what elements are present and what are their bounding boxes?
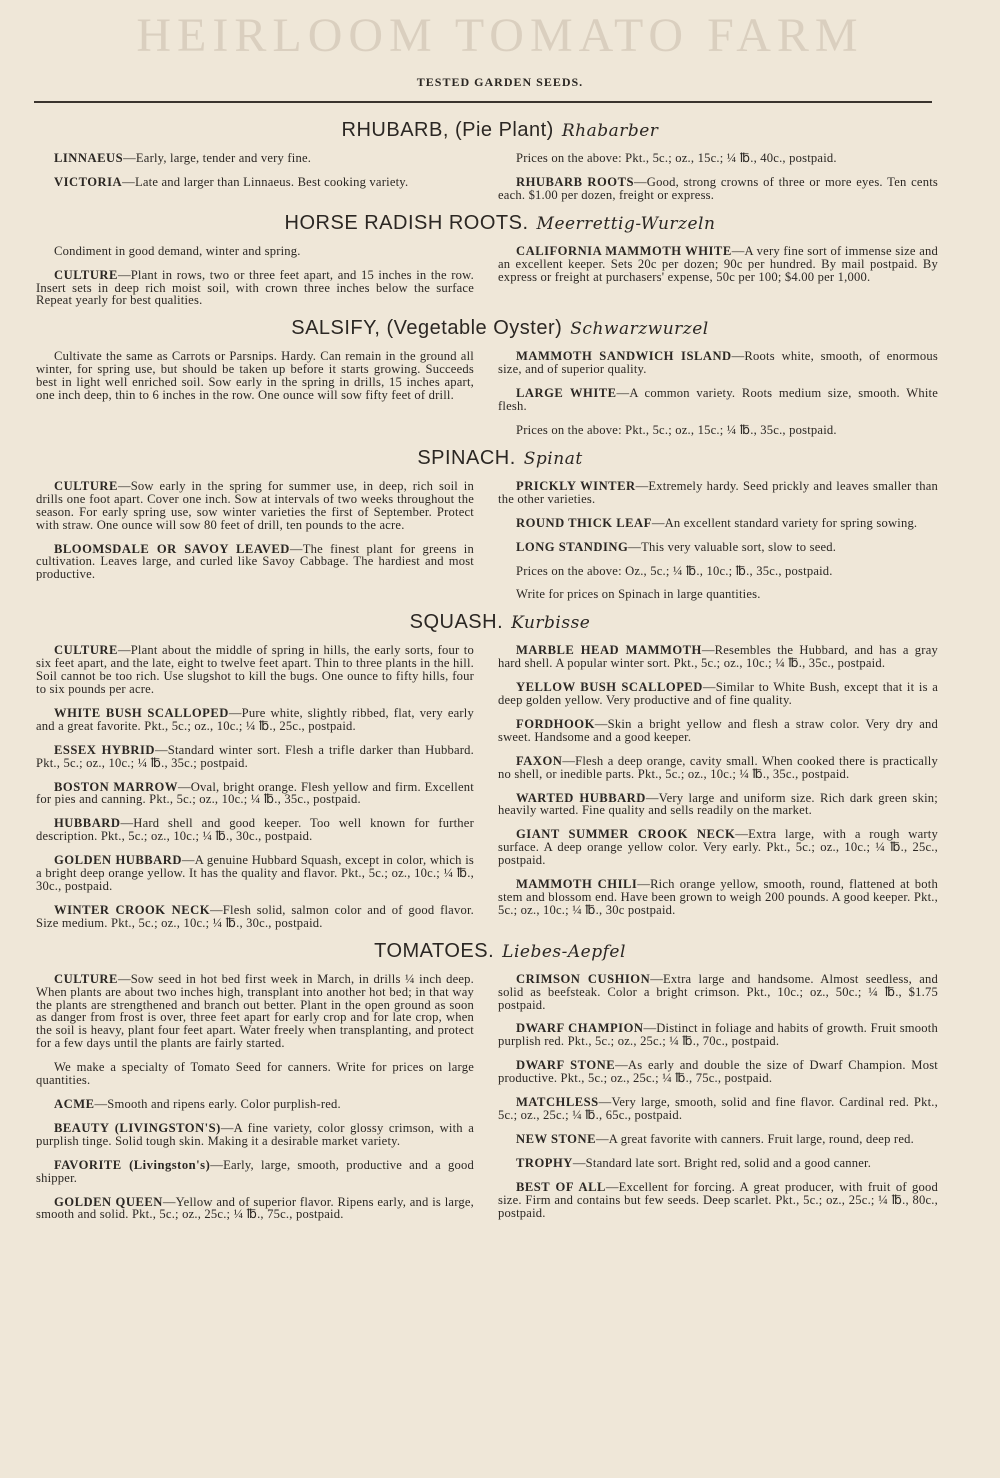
variety-name: NEW STONE xyxy=(516,1131,596,1146)
page-content xyxy=(0,103,1000,1261)
section-heading-squash xyxy=(0,609,1000,636)
variety-name: GOLDEN HUBBARD xyxy=(54,853,182,868)
variety-name: LARGE WHITE xyxy=(516,386,617,401)
section-squash xyxy=(0,609,1000,929)
entry-text: —Similar to White Bush, except that it is a deep golden yellow. Very productive and of fine quality. xyxy=(498,680,938,708)
entry-spinach-right xyxy=(498,517,938,530)
entry-text: —Standard late sort. Bright red, solid and a good canner. xyxy=(572,1155,872,1170)
entry-salsify-right xyxy=(498,424,938,437)
entry-horseradish-left xyxy=(36,245,474,258)
entry-text: Prices on the above: Pkt., 5c.; oz., 15c.; ¼ ℔., 40c., postpaid. xyxy=(516,151,837,165)
salsify-columns xyxy=(0,350,1000,437)
entry-text: —Early, large, smooth, productive and a good shipper. xyxy=(36,1157,474,1185)
tomatoes-title: TOMATOES. xyxy=(374,939,495,962)
spinach-right-column xyxy=(498,480,938,601)
entry-squash-right xyxy=(498,681,938,707)
entry-text: —The finest plant for greens in cultivation. Leaves large, and curled like Savoy Cabbage. The hardiest and most productive. xyxy=(36,541,475,582)
variety-name: CALIFORNIA MAMMOTH WHITE xyxy=(516,243,732,258)
entry-text: —An excellent standard variety for spring sowing. xyxy=(651,515,918,530)
tomatoes-german-title: Liebes-Aepfel xyxy=(502,941,626,962)
variety-name: VICTORIA xyxy=(54,174,123,189)
entry-text: —Yellow and of superior flavor. Ripens early, and is large, smooth and solid. Pkt., 5c.; oz., 25c.; ¼ ℔., 75c., postpaid. xyxy=(36,1194,475,1222)
variety-name: MATCHLESS xyxy=(516,1095,599,1110)
entry-text: —Flesh solid, salmon color and of good flavor. Size medium. Pkt., 5c.; oz., 10c.; ¼ ℔., 30c., postpaid. xyxy=(36,902,475,930)
section-spinach xyxy=(0,445,1000,601)
entry-squash-right xyxy=(498,828,938,867)
variety-name: LONG STANDING xyxy=(516,539,629,554)
section-tomatoes xyxy=(0,938,1000,1222)
entry-tomatoes-left xyxy=(36,973,474,1050)
spinach-german-title: Spinat xyxy=(523,448,583,469)
rhubarb-right-column xyxy=(498,152,938,202)
salsify-title: SALSIFY, (Vegetable Oyster) xyxy=(291,317,563,340)
entry-rhubarb-left xyxy=(36,176,474,189)
entry-squash-left xyxy=(36,854,474,893)
entry-tomatoes-right xyxy=(498,1096,938,1122)
entry-rhubarb-left xyxy=(36,152,474,165)
entry-text: We make a specialty of Tomato Seed for canners. Write for prices on large quantities. xyxy=(36,1060,474,1088)
variety-name: WARTED HUBBARD xyxy=(516,790,646,805)
variety-name: LINNAEUS xyxy=(54,151,124,165)
entry-salsify-left xyxy=(36,350,474,402)
entry-squash-right xyxy=(498,644,938,670)
entry-tomatoes-left xyxy=(36,1196,474,1222)
entry-tomatoes-right xyxy=(498,1059,938,1085)
section-horseradish xyxy=(0,210,1000,308)
entry-text: —This very valuable sort, slow to seed. xyxy=(628,539,837,554)
entry-salsify-right xyxy=(498,350,938,376)
entry-squash-right xyxy=(498,878,938,917)
rhubarb-title: RHUBARB, (Pie Plant) xyxy=(341,119,554,141)
entry-text: —Resembles the Hubbard, and has a gray hard shell. A popular winter sort. Pkt., 5c.; oz., 10c.; ¼ ℔., 35c., postpaid. xyxy=(498,643,938,671)
entry-tomatoes-right xyxy=(498,1022,938,1048)
variety-name: TROPHY xyxy=(516,1155,573,1170)
entry-text: Write for prices on Spinach in large quantities. xyxy=(516,587,761,602)
variety-name: GOLDEN QUEEN xyxy=(54,1194,163,1209)
salsify-left-column xyxy=(36,350,474,437)
variety-name: CRIMSON CUSHION xyxy=(516,971,651,986)
squash-german-title: Kurbisse xyxy=(511,613,591,634)
entry-text: —Very large and uniform size. Rich dark green skin; heavily warted. Fine quality and sells readily on the market. xyxy=(498,790,939,818)
entry-text: Cultivate the same as Carrots or Parsnips. Hardy. Can remain in the ground all winter, for spring use, but should be taken up before it starts growing. Succeeds best in light well enriched soil. Sow early in the spring in drills, 15 inches apart, one inch deep, thin to 6 inches in the row. One ounce will sow fifty feet of drill. xyxy=(36,349,474,403)
entry-squash-left xyxy=(36,817,474,843)
entry-spinach-right xyxy=(498,565,938,578)
entry-text: —Flesh a deep orange, cavity small. When cooked there is practically no shell, or inedible parts. Pkt., 5c.; oz., 10c.; ¼ ℔., 35c., postpaid. xyxy=(498,753,938,781)
variety-name: BLOOMSDALE OR SAVOY LEAVED xyxy=(54,541,290,556)
entry-spinach-right xyxy=(498,588,938,601)
entry-spinach-right xyxy=(498,541,938,554)
entry-text: —Plant in rows, two or three feet apart, and 15 inches in the row. Insert sets in deep rich moist soil, with crown three inches below the surface Repeat yearly for best qualities. xyxy=(36,267,474,308)
entry-text: —Roots white, smooth, of enormous size, and of superior quality. xyxy=(498,349,938,377)
entry-squash-right xyxy=(498,718,938,744)
entry-squash-left xyxy=(36,904,474,930)
entry-squash-left xyxy=(36,744,474,770)
entry-text: —Distinct in foliage and habits of growth. Fruit smooth purplish red. Pkt., 5c.; oz., 25c.; ¼ ℔., 70c., postpaid. xyxy=(498,1021,938,1049)
entry-spinach-right xyxy=(498,480,938,506)
tomatoes-right-column xyxy=(498,973,938,1222)
tomatoes-left-column xyxy=(36,973,474,1222)
variety-name: FORDHOOK xyxy=(516,716,595,731)
entry-tomatoes-right xyxy=(498,1157,938,1170)
entry-tomatoes-right xyxy=(498,1181,938,1220)
entry-rhubarb-right xyxy=(498,152,938,165)
entry-text: —Hard shell and good keeper. Too well known for further description. Pkt., 5c.; oz., 10c.; ¼ ℔., 30c., postpaid. xyxy=(36,816,474,844)
entry-text: —Sow seed in hot bed first week in March, in drills ¼ inch deep. When plants are about two inches high, transplant into another hot bed; in that way the plants are strengthened and branch out better. Plant in the open ground as soon as danger from frost is over, three feet apart for early crop and for late crop, when the soil is heavy, plant four feet apart. Water freely when transplanting, and protect for a few days until the plants are fairly started. xyxy=(36,971,474,1051)
entry-squash-right xyxy=(498,792,938,818)
spinach-left-column xyxy=(36,480,474,601)
variety-name: BOSTON MARROW xyxy=(54,779,178,794)
rhubarb-german-title: Rhabarber xyxy=(561,121,659,141)
entry-squash-right xyxy=(498,755,938,781)
entry-spinach-left xyxy=(36,543,474,582)
entry-text: —Very large, smooth, solid and fine flavor. Cardinal red. Pkt., 5c.; oz., 25c.; ¼ ℔., 65c., postpaid. xyxy=(498,1095,938,1122)
section-salsify xyxy=(0,315,1000,437)
entry-text: Prices on the above: Pkt., 5c.; oz., 15c.; ¼ ℔., 35c., postpaid. xyxy=(516,422,837,437)
variety-name: ESSEX HYBRID xyxy=(54,742,155,757)
variety-name: YELLOW BUSH SCALLOPED xyxy=(516,680,703,695)
variety-name: MAMMOTH CHILI xyxy=(516,877,638,892)
entry-text: —Excellent for forcing. A great producer, with fruit of good size. Firm and contains but few seeds. Deep scarlet. Pkt., 5c.; oz., 25c.; ¼ ℔., 80c., postpaid. xyxy=(498,1179,938,1220)
section-heading-salsify xyxy=(0,315,1000,342)
section-heading-tomatoes xyxy=(0,938,1000,965)
entry-text: —A fine variety, color glossy crimson, with a purplish tinge. Solid tough skin. Making it a desirable market variety. xyxy=(36,1120,474,1148)
entry-tomatoes-right xyxy=(498,973,938,1012)
entry-text: Condiment in good demand, winter and spring. xyxy=(54,243,301,258)
entry-tomatoes-left xyxy=(36,1061,474,1087)
entry-salsify-right xyxy=(498,387,938,413)
section-heading-rhubarb xyxy=(0,117,1000,144)
salsify-german-title: Schwarzwurzel xyxy=(570,319,709,340)
squash-right-column xyxy=(498,644,938,929)
entry-text: —Late and larger than Linnaeus. Best cooking variety. xyxy=(122,174,409,189)
entry-text: —Extra large, with a rough warty surface. A deep orange yellow color. Very early. Pkt., 5c.; oz., 10c.; ¼ ℔., 25c., postpaid. xyxy=(498,827,938,868)
entry-squash-left xyxy=(36,644,474,696)
variety-name: RHUBARB ROOTS xyxy=(516,174,634,189)
variety-name: CULTURE xyxy=(54,267,118,282)
rhubarb-columns xyxy=(0,152,1000,202)
variety-name: DWARF STONE xyxy=(516,1058,616,1073)
entry-text: —Smooth and ripens early. Color purplish-red. xyxy=(94,1096,341,1111)
entry-text: —Standard winter sort. Flesh a trifle darker than Hubbard. Pkt., 5c.; oz., 10c.; ¼ ℔., 35c.; postpaid. xyxy=(36,742,474,770)
entry-tomatoes-left xyxy=(36,1159,474,1185)
variety-name: MARBLE HEAD MAMMOTH xyxy=(516,643,702,658)
running-head: TESTED GARDEN SEEDS. xyxy=(416,75,584,89)
horseradish-columns xyxy=(0,245,1000,308)
variety-name: ACME xyxy=(54,1096,95,1111)
watermark: HEIRLOOM TOMATO FARM xyxy=(136,9,864,62)
entry-text: —A common variety. Roots medium size, smooth. White flesh. xyxy=(498,386,939,414)
variety-name: FAXON xyxy=(516,753,563,768)
variety-name: FAVORITE (Livingston's) xyxy=(54,1157,211,1172)
entry-text: —Good, strong crowns of three or more eyes. Ten cents each. $1.00 per dozen, freight or express. xyxy=(498,174,938,202)
section-heading-horseradish xyxy=(0,210,1000,237)
variety-name: CULTURE xyxy=(54,971,118,986)
variety-name: GIANT SUMMER CROOK NECK xyxy=(516,827,736,842)
variety-name: WINTER CROOK NECK xyxy=(54,902,210,917)
rhubarb-left-column xyxy=(36,152,474,202)
entry-text: —Pure white, slightly ribbed, flat, very early and a great favorite. Pkt., 5c.; oz., 10c.; ¼ ℔., 25c., postpaid. xyxy=(36,705,474,733)
variety-name: WHITE BUSH SCALLOPED xyxy=(54,705,229,720)
entry-text: —Sow early in the spring for summer use, in deep, rich soil in drills one foot apart. Cover one inch. Sow at intervals of two weeks throughout the season. For early spring use, sow winter varieties the first of September. Protect with straw. One ounce will sow 80 feet of drill, ten pounds to the acre. xyxy=(36,478,474,532)
entry-text: Prices on the above: Oz., 5c.; ¼ ℔., 10c.; ℔., 35c., postpaid. xyxy=(516,563,833,578)
horseradish-german-title: Meerrettig-Wurzeln xyxy=(536,213,716,234)
variety-name: HUBBARD xyxy=(54,816,121,831)
horseradish-left-column xyxy=(36,245,474,308)
entry-text: —Plant about the middle of spring in hills, the early sorts, four to six feet apart, and the late, eight to twelve feet apart. Thin to three plants in the hill. Soil cannot be too rich. Use slugshot to kill the bugs. One ounce to fifty hills, four to six pounds per acre. xyxy=(36,643,474,697)
variety-name: ROUND THICK LEAF xyxy=(516,515,652,530)
entry-text: —Rich orange yellow, smooth, round, flattened at both stem and blossom end. Have been grown to weigh 200 pounds. A good keeper. Pkt., 5c.; oz., 10c.; ¼ ℔., 30c postpaid. xyxy=(498,877,938,917)
section-rhubarb xyxy=(0,117,1000,202)
entry-rhubarb-right xyxy=(498,176,938,202)
squash-title: SQUASH. xyxy=(409,611,504,634)
entry-tomatoes-left xyxy=(36,1122,474,1148)
variety-name: BEST OF ALL xyxy=(516,1179,606,1194)
entry-squash-left xyxy=(36,781,474,807)
squash-columns xyxy=(0,644,1000,929)
entry-text: —Extremely hardy. Seed prickly and leaves smaller than the other varieties. xyxy=(498,478,938,506)
horseradish-title: HORSE RADISH ROOTS. xyxy=(284,211,529,234)
entry-text: —As early and double the size of Dwarf Champion. Most productive. Pkt., 5c.; oz., 25c.; ¼ ℔., 75c., postpaid. xyxy=(498,1058,939,1086)
entry-text: —A very fine sort of immense size and an excellent keeper. Sets 20c per dozen; 90c per hundred. By mail postpaid. By express or freight at purchasers' expense, 50c per 100; $4.00 per 1,000. xyxy=(498,243,938,284)
spinach-title: SPINACH. xyxy=(417,446,516,469)
entry-text: —Oval, bright orange. Flesh yellow and firm. Excellent for pies and canning. Pkt., 5c.; oz., 10c.; ¼ ℔., 35c., postpaid. xyxy=(36,779,474,807)
entry-text: —Skin a bright yellow and flesh a straw color. Very dry and sweet. Handsome and a good keeper. xyxy=(498,716,938,744)
section-heading-spinach xyxy=(0,445,1000,472)
entry-text: —Extra large and handsome. Almost seedless, and solid as beefsteak. Color a bright crimson. Pkt., 10c.; oz., 50c.; ¼ ℔., $1.75 postpaid. xyxy=(498,971,939,1012)
entry-tomatoes-right xyxy=(498,1133,938,1146)
entry-text: —Early, large, tender and very fine. xyxy=(123,151,312,165)
entry-horseradish-left xyxy=(36,269,474,308)
variety-name: CULTURE xyxy=(54,478,118,493)
salsify-right-column xyxy=(498,350,938,437)
variety-name: CULTURE xyxy=(54,643,118,658)
entry-tomatoes-left xyxy=(36,1098,474,1111)
horseradish-right-column xyxy=(498,245,938,308)
entry-text: —A great favorite with canners. Fruit large, round, deep red. xyxy=(595,1131,914,1146)
entry-text: —A genuine Hubbard Squash, except in color, which is a bright deep orange yellow. It has the quality and flavor. Pkt., 5c.; oz., 10c.; ¼ ℔., 30c., postpaid. xyxy=(36,853,474,893)
variety-name: MAMMOTH SANDWICH ISLAND xyxy=(516,349,732,364)
entry-squash-left xyxy=(36,707,474,733)
tomatoes-columns xyxy=(0,973,1000,1222)
variety-name: BEAUTY (LIVINGSTON'S) xyxy=(54,1120,221,1135)
entry-spinach-left xyxy=(36,480,474,532)
entry-horseradish-right xyxy=(498,245,938,284)
spinach-columns xyxy=(0,480,1000,601)
variety-name: DWARF CHAMPION xyxy=(516,1021,644,1036)
variety-name: PRICKLY WINTER xyxy=(516,478,636,493)
squash-left-column xyxy=(36,644,474,929)
